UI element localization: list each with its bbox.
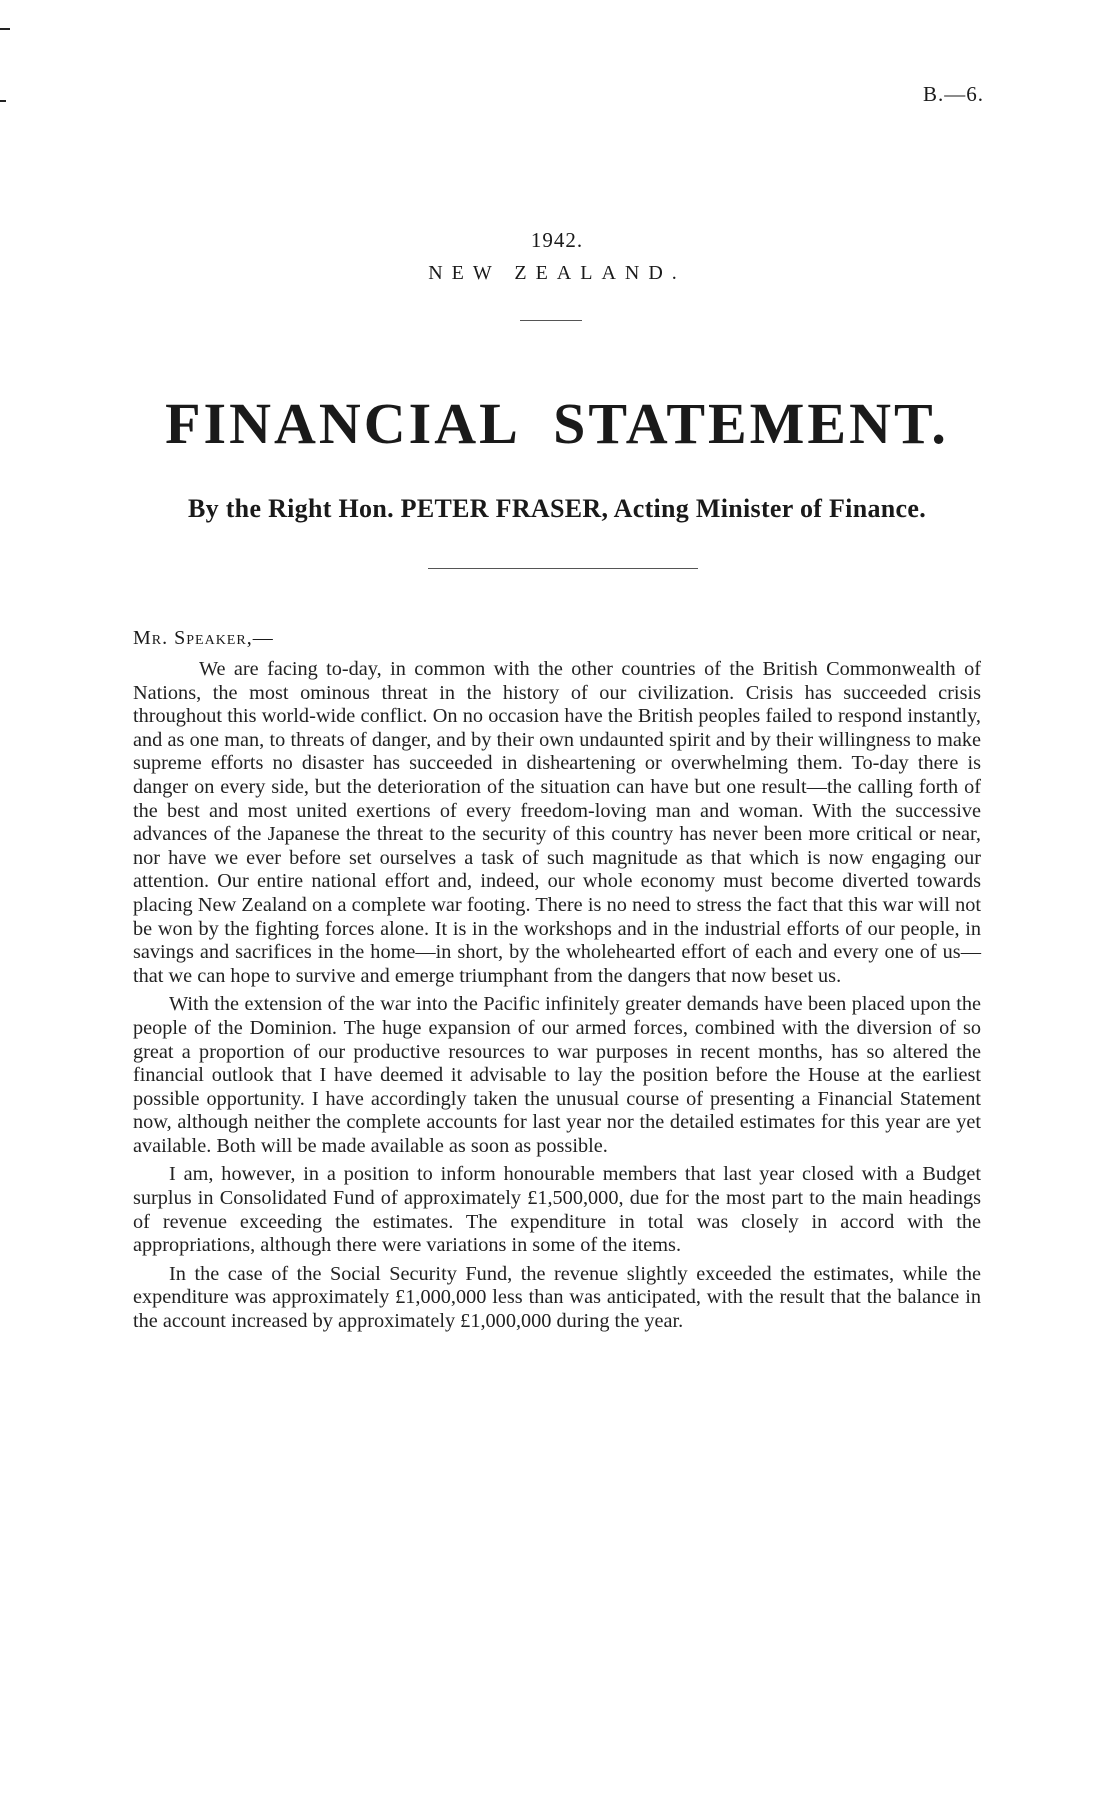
scan-edge-mark — [0, 28, 10, 30]
paragraph: I am, however, in a position to inform honourable members that last year closed with a Budget surplus in Consolidated Fund of approximately £1,500,000, due for the most part to the main headings of revenue exceeding the estimates. The expenditure in total was closely in accord with the appropriations, although there were variations in some of the items. — [133, 1163, 981, 1257]
divider-rule — [428, 568, 698, 569]
paragraph: We are facing to-day, in common with the other countries of the British Commonwealth of Nations, the most ominous threat in the history of our civilization. Crisis has succeeded crisis throughout this world-wide conflict. On no occasion have the British peoples failed to respond instantly, and as one man, to threats of danger, and by their own undaunted spirit and by their willingness to make supreme efforts no disaster has succeeded in disheartening or overwhelming them. To-day there is danger on every side, but the deterioration of the situation can have but one result—the calling forth of the best and most united exertions of every freedom-loving man and woman. With the successive advances of the Japanese the threat to the security of this country has never been more critical or near, nor have we ever before set ourselves a task of such magnitude as that which is now engaging our attention. Our entire national effort and, indeed, our whole economy must become diverted towards placing New Zealand on a complete war footing. There is no need to stress the fact that this war will not be won by the fighting forces alone. It is in the workshops and in the industrial efforts of our people, in savings and sacrifices in the home—in short, by the wholehearted effort of each and every one of us—that we can hope to survive and emerge triumphant from the dangers that now beset us. — [133, 658, 981, 987]
salutation: Mr. Speaker,— — [133, 627, 274, 649]
divider-rule — [520, 320, 582, 321]
document-title: FINANCIAL STATEMENT. — [165, 391, 949, 456]
paragraph: In the case of the Social Security Fund, the revenue slightly exceeded the estimates, while the expenditure was approximately £1,000,000 less than was anticipated, with the result that the balance in the account increased by approximately £1,000,000 during the year. — [133, 1262, 981, 1333]
byline: By the Right Hon. PETER FRASER, Acting Minister of Finance. — [187, 494, 927, 523]
paragraph: With the extension of the war into the Pacific infinitely greater demands have been placed upon the people of the Dominion. The huge expansion of our armed forces, combined with the diversion of so great a proportion of our productive resources to war purposes in recent months, has so altered the financial outlook that I have deemed it advisable to lay the position before the House at the earliest possible opportunity. I have accordingly taken the unusual course of presenting a Financial Statement now, although neither the complete accounts for last year nor the detailed estimates for this year are yet available. Both will be made available as soon as possible. — [133, 993, 981, 1157]
scan-edge-mark — [0, 100, 6, 102]
country-heading: NEW ZEALAND. — [428, 262, 686, 284]
page-reference: B.—6. — [922, 82, 984, 106]
body-text — [133, 658, 981, 1339]
year-heading: 1942. — [530, 228, 584, 252]
